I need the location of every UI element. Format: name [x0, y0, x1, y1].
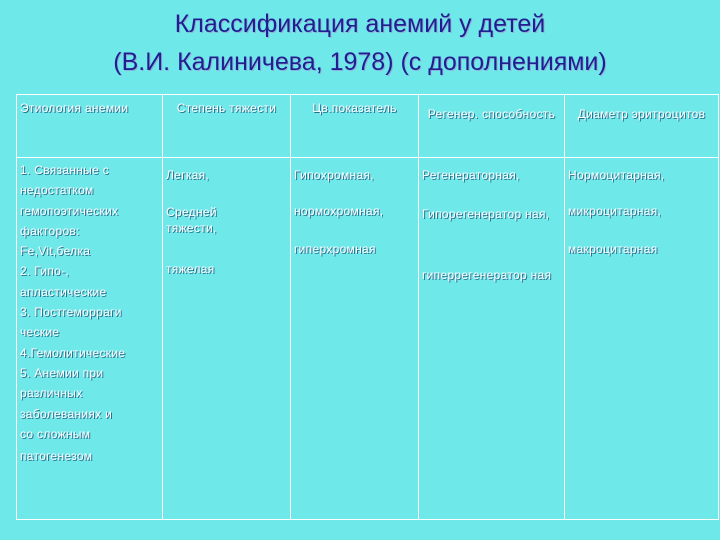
header-color-index: Цв.показатель: [291, 95, 419, 158]
regeneration-hyporegenerative: Гипорегенератор ная,: [422, 207, 550, 221]
regeneration-cell: [419, 158, 565, 520]
etiology-line: факторов:: [20, 223, 80, 238]
diameter-macrocytic: макроцитарная: [568, 242, 658, 256]
etiology-line: 5. Анемии при: [20, 365, 104, 380]
etiology-line: различных: [20, 386, 83, 401]
classification-table: [16, 94, 719, 520]
etiology-line: ческие: [20, 325, 60, 340]
etiology-line: 1. Связанные с: [20, 163, 110, 177]
severity-severe: тяжелая: [166, 262, 215, 276]
etiology-line: недостатком: [20, 183, 94, 198]
etiology-line: со сложным: [20, 426, 91, 441]
etiology-line: заболеваниях и: [20, 406, 113, 421]
etiology-line: патогенезом: [20, 449, 93, 464]
page-title: Классификация анемий у детей: [174, 10, 546, 38]
severity-moderate: Средней тяжести,: [166, 205, 217, 235]
color-index-normochromic: нормохромная,: [294, 204, 384, 218]
severity-mild: Легкая,: [166, 168, 210, 182]
page-subtitle: (В.И. Калиничева, 1978) (с дополнениями): [113, 48, 607, 76]
table-header-row: [17, 95, 719, 158]
table-body-row: [17, 158, 719, 520]
diameter-cell: [565, 158, 719, 520]
header-etiology: Этиология анемии: [17, 95, 163, 158]
color-index-hyperchromic: гиперхромная: [294, 242, 376, 256]
header-regeneration: Регенер. способность: [419, 95, 565, 158]
regeneration-hyperregenerative: гиперрегенератор ная: [422, 268, 552, 282]
header-severity: Степень тяжести: [163, 95, 291, 158]
etiology-line: гемопоэтических: [20, 203, 119, 218]
etiology-line: 3. Постгеморраги: [20, 305, 122, 320]
diameter-normocytic: Нормоцитарная,: [568, 168, 665, 182]
etiology-cell: [17, 158, 163, 520]
header-diameter: Диаметр эритроцитов: [565, 95, 719, 158]
etiology-line: 4.Гемолитические: [20, 345, 126, 360]
etiology-line: Fe,Vit,белка: [20, 244, 91, 259]
diameter-microcytic: микроцитарная,: [568, 204, 662, 218]
regeneration-regenerative: Регенераторная,: [422, 168, 520, 182]
severity-cell: [163, 158, 291, 520]
etiology-line: 2. Гипо-,: [20, 264, 70, 279]
etiology-line: апластические: [20, 284, 107, 299]
color-index-hypochromic: Гипохромная,: [294, 168, 374, 182]
color-index-cell: [291, 158, 419, 520]
